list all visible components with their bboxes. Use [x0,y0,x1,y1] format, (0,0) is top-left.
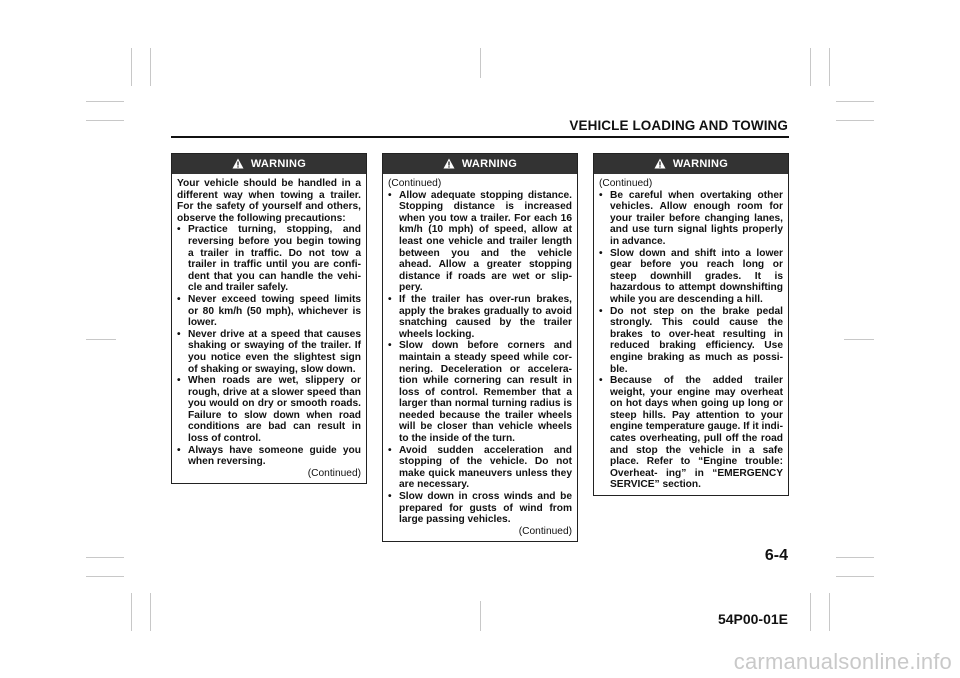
section-title: VEHICLE LOADING AND TOWING [569,118,788,133]
crop-mark [836,120,874,121]
warning-intro: Your vehicle should be handled in a different way when towing a trailer. For the safety of yourself and others, observe the following precautions: [177,178,361,224]
warning-label: WARNING [250,158,307,170]
warning-body [383,174,577,541]
list-item: • Allow adequate stopping distance. Stopping distance is increased when you tow a trailer. For each 16 km/h (10 mph) of speed, allow at least one vehicle and trailer length between you and the vehicle ahead. Allow a greater stopping distance if roads are wet or slip- pery. [388,190,572,294]
list-item: • Never exceed towing speed limits or 80 km/h (50 mph), whichever is lower. [177,294,361,329]
warning-header [594,154,788,174]
crop-mark [836,557,874,558]
page-number: 6-4 [764,547,788,564]
crop-mark [829,593,830,631]
crop-mark [836,101,874,102]
crop-mark [150,593,151,631]
warning-triangle-icon [654,158,666,169]
list-item: • Never drive at a speed that causes shaking or swaying of the trailer. If you notice even the slightest sign of shaking or swaying, slow down. [177,329,361,375]
document-code: 54P00-01E [717,611,788,627]
crop-mark [86,557,124,558]
continued-note: (Continued) [388,178,442,189]
crop-mark [86,120,124,121]
list-item: • When roads are wet, slippery or rough, drive at a slower speed than you would on dry or smooth roads. Failure to slow down when road conditions are bad can result in loss of control. [177,375,361,445]
warning-box-2 [382,153,578,542]
crop-mark [810,593,811,631]
watermark: carmanualsonline.info [733,649,952,674]
warning-header [172,154,366,174]
crop-mark [86,339,116,340]
list-item: • If the trailer has over-run brakes, apply the brakes gradually to avoid snatching caused by the trailer wheels locking. [388,294,572,340]
list-item: • Slow down and shift into a lower gear before you reach long or steep downhill grades. It is hazardous to attempt downshifting while you are descending a hill. [599,248,783,306]
warning-body [172,174,366,483]
crop-mark [480,601,481,631]
list-item: • Practice turning, stopping, and reversing before you begin towing a trailer in traffic. Do not tow a trailer in traffic until you are confi- dent that you can handle the vehi- cle and trailer safely. [177,224,361,294]
crop-mark [480,48,481,78]
crop-mark [131,593,132,631]
warning-triangle-icon [443,158,455,169]
continued-note: (Continued) [307,467,361,479]
precaution-list [177,224,361,467]
continued-note: (Continued) [518,525,572,537]
precaution-list [599,190,783,491]
list-item: • Slow down in cross winds and be prepared for gusts of wind from large passing vehicles. [388,491,572,526]
warning-label: WARNING [672,158,729,170]
list-item: • Slow down before corners and maintain a steady speed while cor- nering. Deceleration or accelera- tion while cornering can result in loss of control. Remember that a larger than normal turning radius is needed because the trailer wheels will be closer than vehicle wheels to the inside of the turn. [388,340,572,444]
list-item: • Because of the added trailer weight, your engine may overheat on hot days when going up long or steep hills. Pay attention to your engine temperature gauge. If it indi- cates overheating, pull off the road and stop the vehicle in a safe place. Refer to “Engine trouble: Overheat- ing” in “EMERGENCY SERVICE” section. [599,375,783,491]
warning-box-1 [171,153,367,484]
header-rule [171,136,789,138]
warning-label: WARNING [461,158,518,170]
crop-mark [86,576,124,577]
list-item: • Be careful when overtaking other vehicles. Allow enough room for your trailer before changing lanes, and use turn signal lights properly in advance. [599,190,783,248]
crop-mark [829,48,830,86]
list-item: • Avoid sudden acceleration and stopping of the vehicle. Do not make quick maneuvers unless they are necessary. [388,445,572,491]
crop-mark [131,48,132,86]
crop-mark [844,339,874,340]
warning-triangle-icon [232,158,244,169]
list-item: • Always have someone guide you when reversing. [177,445,361,468]
crop-mark [836,576,874,577]
warning-header [383,154,577,174]
precaution-list [388,190,572,526]
warning-body [594,174,788,495]
continued-note: (Continued) [599,178,653,189]
warning-box-3 [593,153,789,496]
crop-mark [150,48,151,86]
crop-mark [86,101,124,102]
crop-mark [810,48,811,86]
list-item: • Do not step on the brake pedal strongly. This could cause the brakes to over-heat resulting in reduced braking efficiency. Use engine braking as much as possi- ble. [599,306,783,376]
